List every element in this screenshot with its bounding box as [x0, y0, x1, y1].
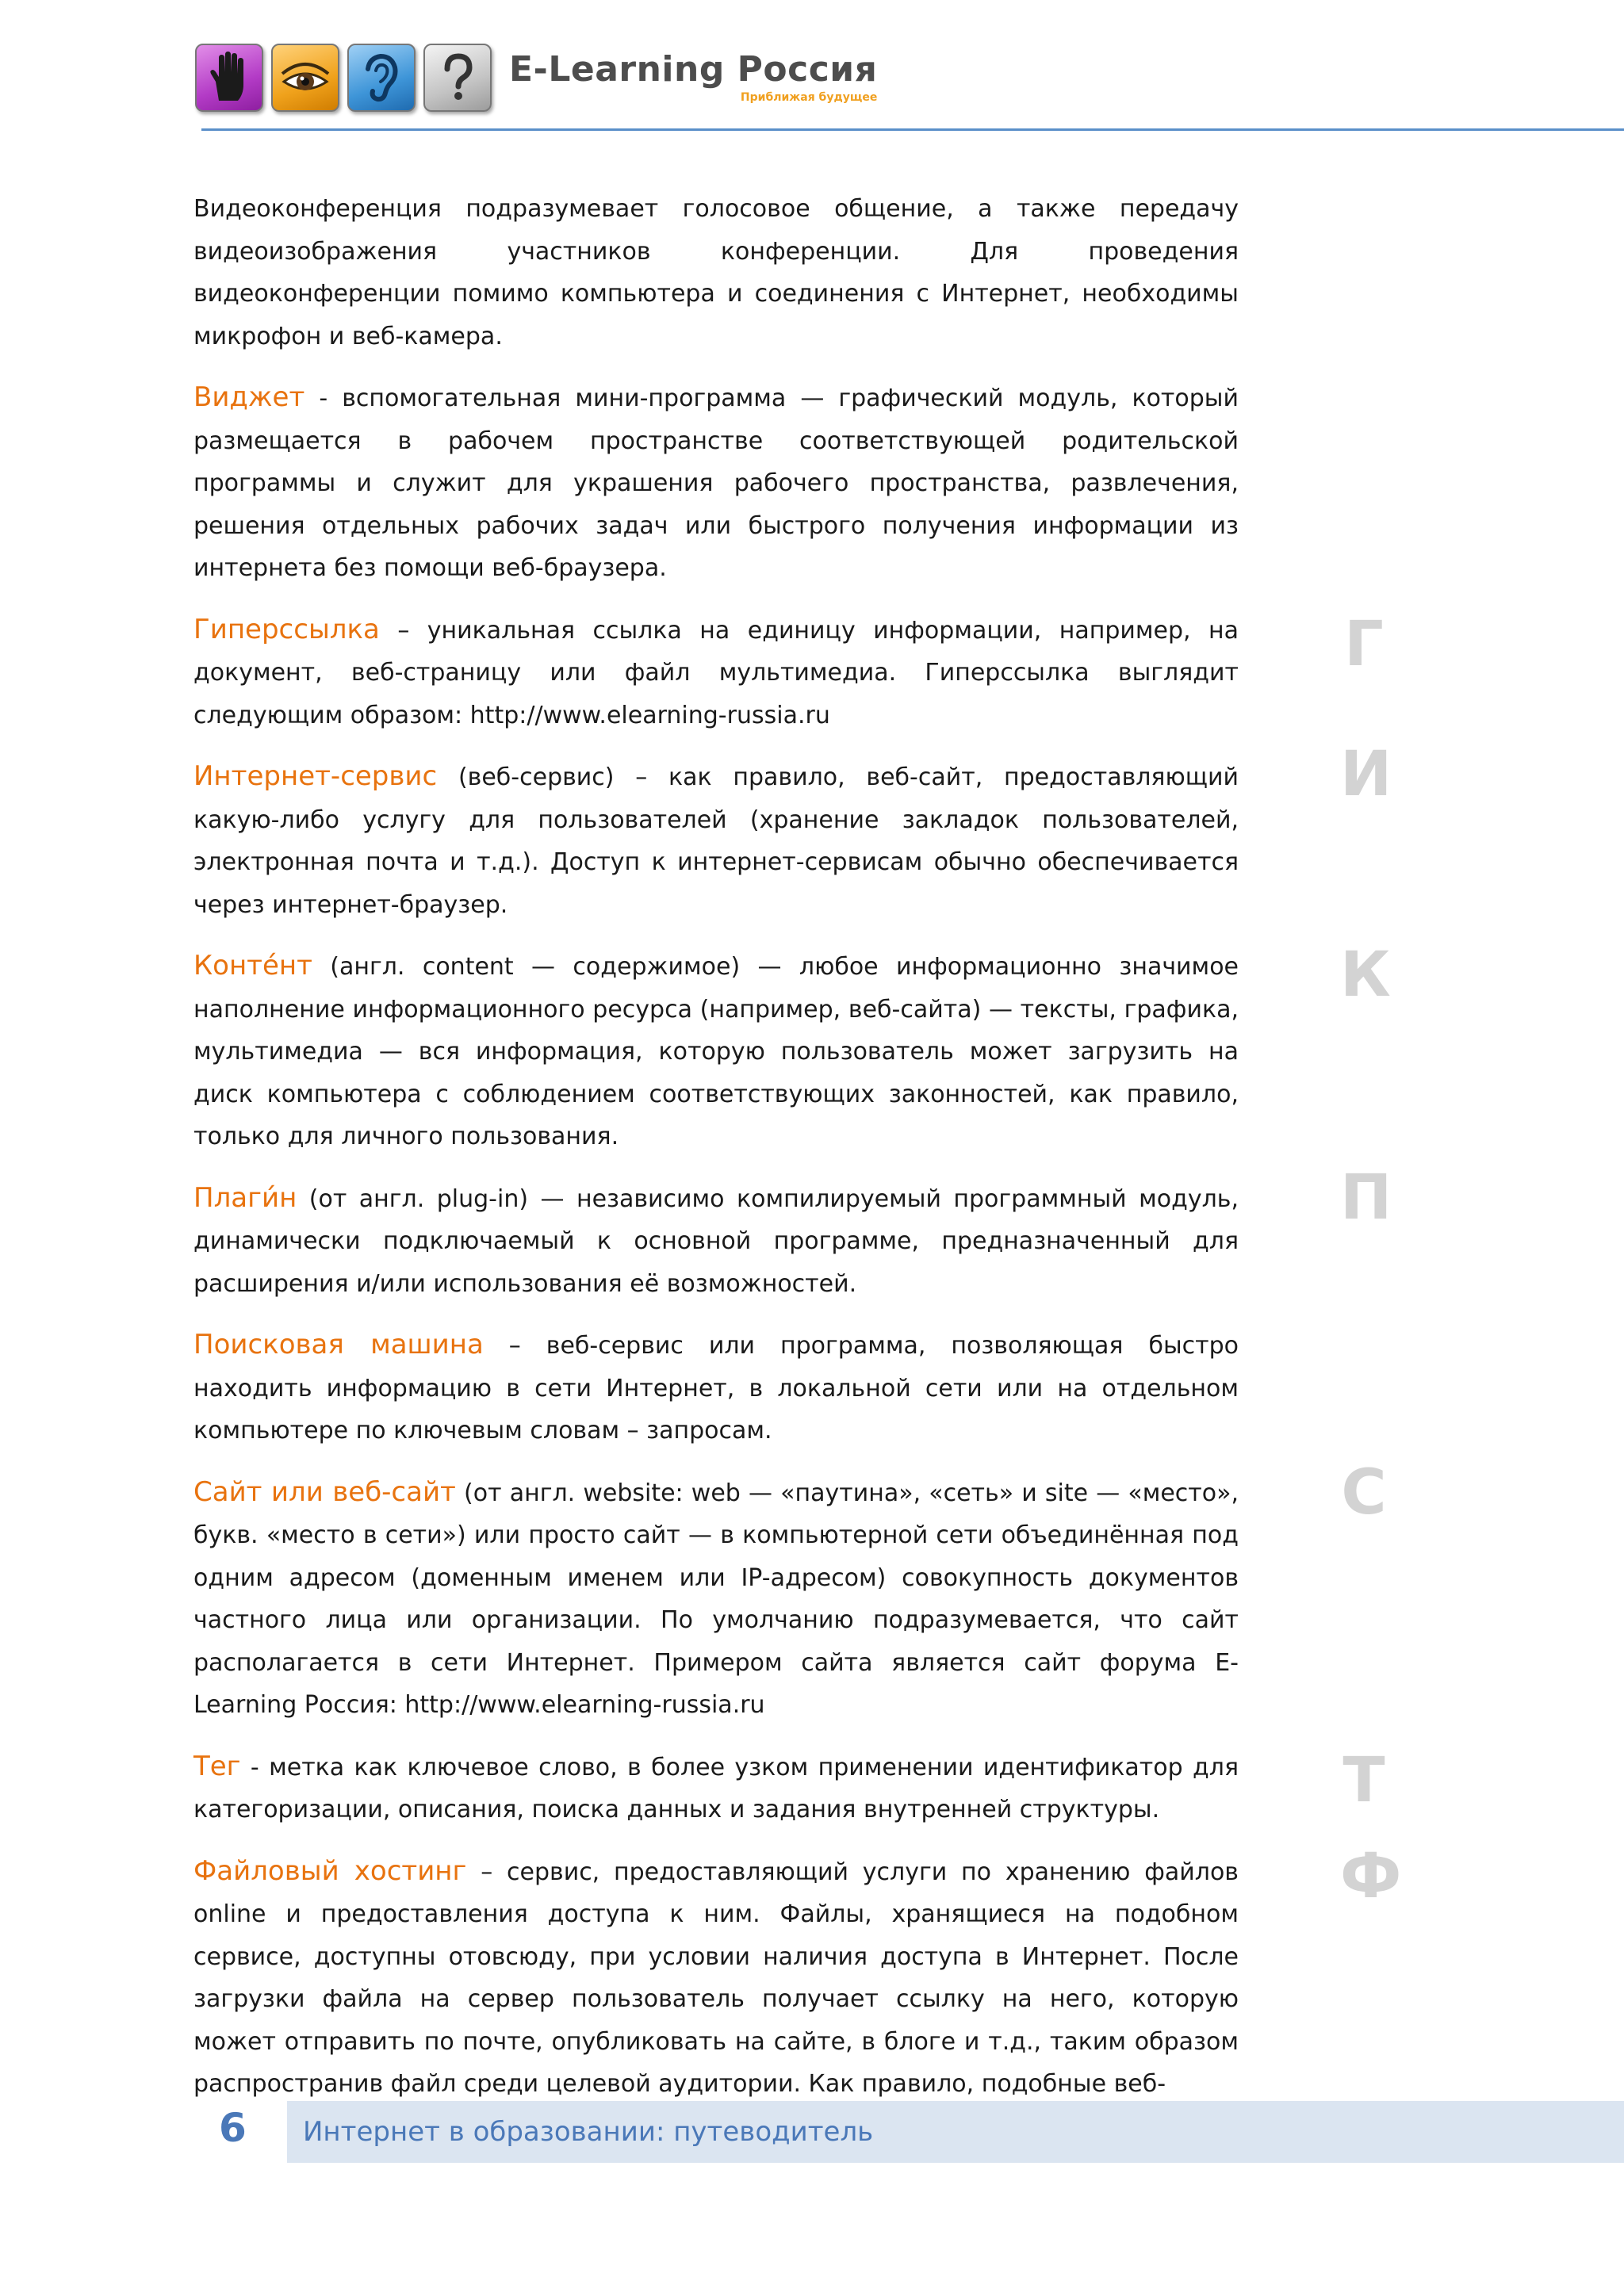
glossary-term: Виджет: [193, 381, 305, 413]
glossary-entry: [193, 756, 1239, 926]
glossary-term: Плаги́н: [193, 1181, 297, 1214]
glossary-definition: - метка как ключевое слово, в более узком применении идентификатор для категоризации, описания, поиска данных и задания внутренней структуры.: [193, 1753, 1239, 1823]
side-index-letter: Г: [1344, 609, 1384, 680]
glossary-term: Конте́нт: [193, 950, 312, 982]
glossary-entry: [193, 1471, 1239, 1727]
glossary-definition: – сервис, предоставляющий услуги по хранению файлов online и предоставления доступа к ним. Файлы, хранящиеся на подобном сервисе, доступны отовсюду, при условии наличия доступа в Интернет. После загрузки файла на сервер пользователь получает ссылку на него, которую может отправить по почте, опубликовать на сайте, в блоге и т.д., таким образом распространив файл среди целевой аудитории. Как правило, подобные веб-: [193, 1858, 1239, 2098]
glossary-definition: (веб-сервис) – как правило, веб-сайт, предоставляющий какую-либо услугу для пользователей (хранение закладок пользователей, электронная почта и т.д.). Доступ к интернет-сервисам обычно обеспечивается через интернет-браузер.: [193, 763, 1239, 919]
footer-title: Интернет в образовании: путеводитель: [303, 2116, 874, 2148]
glossary-definition: (англ. content — содержимое) — любое информационно значимое наполнение информационного ресурса (например, веб-сайта) — тексты, графика, мультимедиа — вся информация, которую пользователь может загрузить на диск компьютера с соблюдением соответствующих законностей, как правило, только для личного пользования.: [193, 953, 1239, 1150]
glossary-term: Гиперссылка: [193, 613, 380, 645]
brand-subtitle: Приближая будущее: [740, 91, 878, 104]
eye-icon: [271, 44, 339, 112]
side-index-letter: Ф: [1340, 1841, 1402, 1912]
paragraph-text: Видеоконференция подразумевает голосовое общение, а также передачу видеоизображения участников конференции. Для проведения видеоконференции помимо компьютера и соединения с Интернет, необходимы микрофон и веб-камера.: [193, 195, 1239, 350]
glossary-definition: – веб-сервис или программа, позволяющая быстро находить информацию в сети Интернет, в локальной сети или на отдельном компьютере по ключевым словам – запросам.: [193, 1332, 1239, 1445]
glossary-term: Интернет-сервис: [193, 760, 438, 792]
side-index-letter: П: [1340, 1162, 1392, 1234]
glossary-definition: (от англ. website: web — «паутина», «сеть» и site — «место», букв. «место в сети») или просто сайт — в компьютерной сети объединённая под одним адресом (доменным именем или IP-адресом) совокупность документов частного лица или организации. По умолчанию подразумевается, что сайт располагается в сети Интернет. Примером сайта является сайт форума E-Learning Россия: http://www.elearning-russia.ru: [193, 1479, 1239, 1719]
glossary-term: Тег: [193, 1750, 241, 1782]
document-body: [193, 188, 1239, 2125]
glossary-entry: [193, 1850, 1239, 2106]
paragraph: [193, 188, 1239, 358]
brand: [509, 49, 878, 104]
glossary-term: Сайт или веб-сайт: [193, 1475, 456, 1508]
glossary-definition: – уникальная ссылка на единицу информации, например, на документ, веб-страницу или файл мультимедиа. Гиперссылка выглядит следующим образом: http://www.elearning-russia.ru: [193, 616, 1239, 729]
glossary-entry: [193, 1324, 1239, 1452]
glossary-definition: (от англ. plug-in) — независимо компилируемый программный модуль, динамически подключаемый к основной программе, предназначенный для расширения и/или использования её возможностей.: [193, 1184, 1239, 1298]
side-index-letter: Т: [1342, 1745, 1385, 1816]
glossary-entry: [193, 1177, 1239, 1306]
hand-icon: [195, 44, 263, 112]
glossary-entry: [193, 1746, 1239, 1831]
footer-band: [287, 2101, 1624, 2163]
side-index-letter: К: [1340, 939, 1391, 1011]
ear-icon: [347, 44, 416, 112]
glossary-term: Поисковая машина: [193, 1329, 484, 1360]
glossary-entry: [193, 945, 1239, 1158]
header-divider: [201, 128, 1624, 131]
side-index-letter: И: [1340, 739, 1392, 810]
question-icon: [423, 44, 492, 112]
side-index-letter: С: [1341, 1457, 1387, 1529]
header: [195, 38, 877, 117]
glossary-definition: - вспомогательная мини-программа — графический модуль, который размещается в рабочем пространстве соответствующей родительской программы и служит для украшения рабочего пространства, развлечения, решения отдельных рабочих задач или быстрого получения информации из интернета без помощи веб-браузера.: [193, 385, 1239, 582]
page-number: 6: [219, 2105, 247, 2151]
glossary-entry: [193, 609, 1239, 737]
glossary-term: Файловый хостинг: [193, 1854, 467, 1887]
glossary-entry: [193, 377, 1239, 590]
brand-title: E-Learning Россия: [509, 49, 878, 90]
